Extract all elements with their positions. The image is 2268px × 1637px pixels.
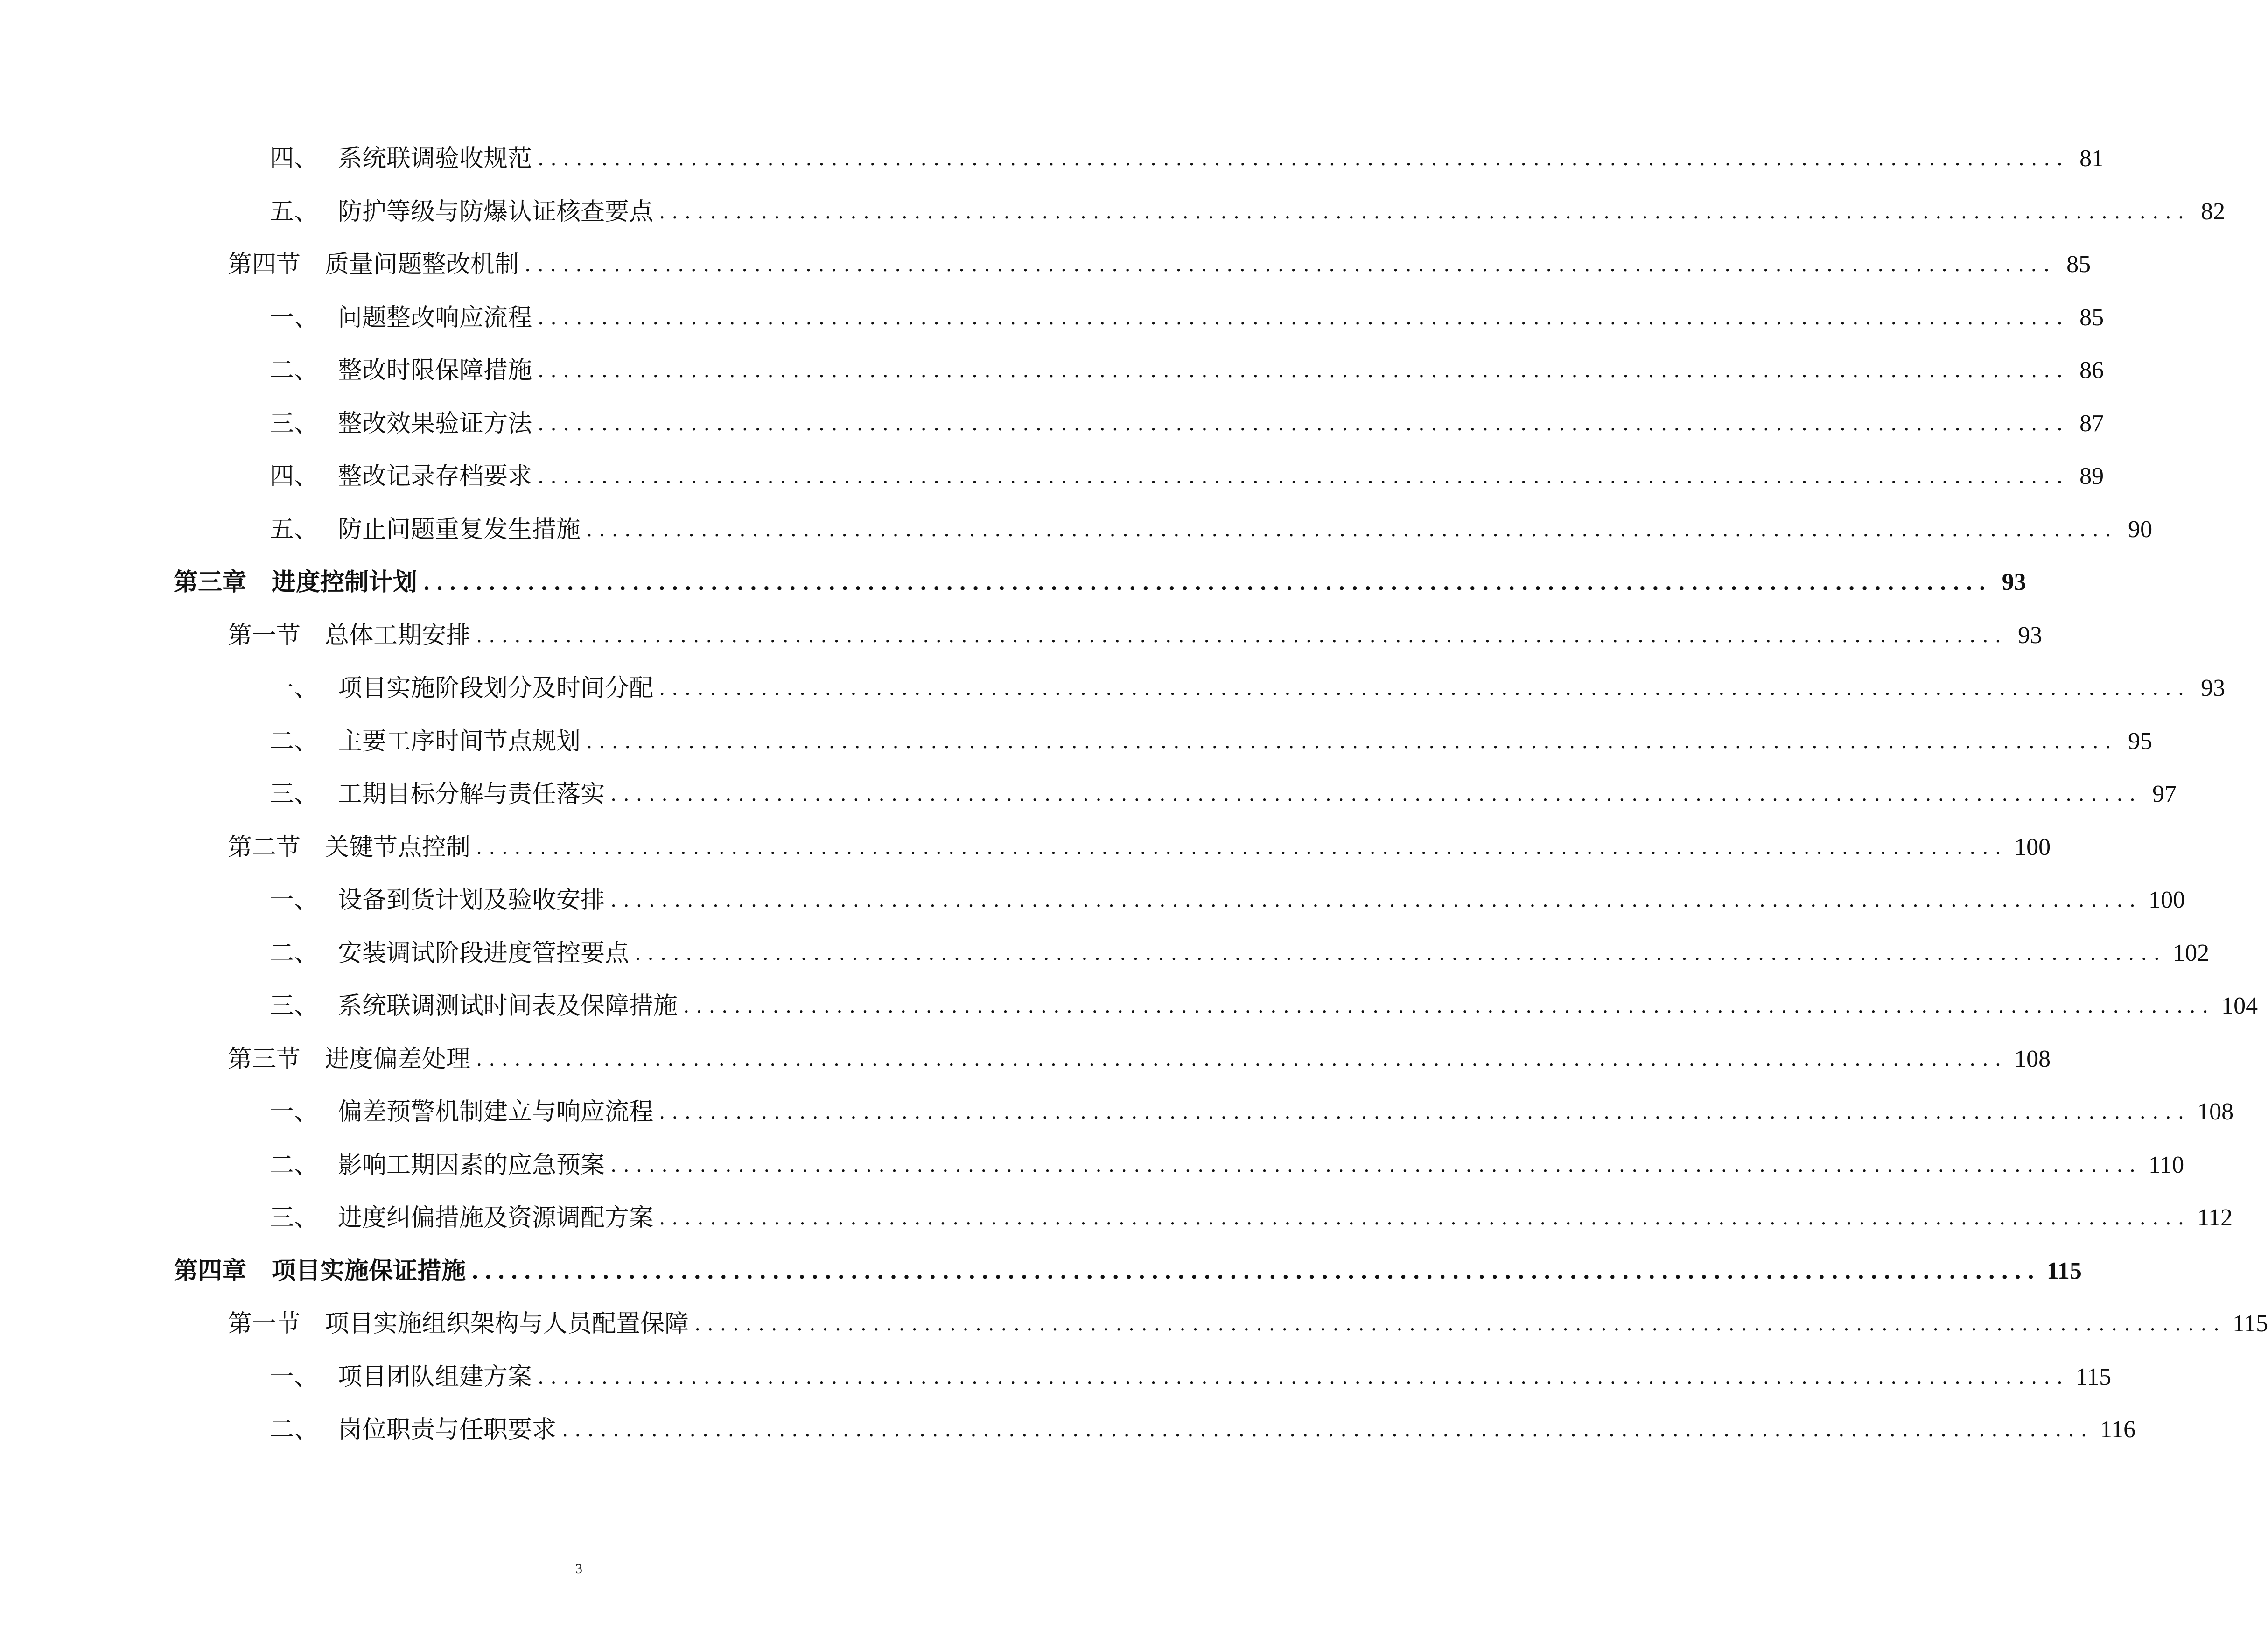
toc-entry-page: 82: [2201, 198, 2226, 225]
toc-entry-title: 偏差预警机制建立与响应流程: [338, 1098, 654, 1126]
toc-entry-title: 主要工序时间节点规划: [338, 728, 581, 756]
toc-entry-page: 115: [2233, 1310, 2268, 1337]
toc-entry-item[interactable]: [270, 1197, 2233, 1239]
toc-entry-number: 四、: [270, 462, 319, 490]
toc-entry-page: 112: [2197, 1204, 2233, 1231]
toc-dot-leader: ........................................................................................................................: [476, 836, 2008, 859]
toc-entry-page: 95: [2128, 728, 2153, 755]
toc-entry-number: 二、: [270, 1416, 319, 1444]
toc-entry-number: 第四节: [228, 251, 301, 279]
toc-entry-page: 108: [2014, 1046, 2051, 1072]
toc-dot-leader: ........................................................................................................................: [694, 1312, 2226, 1335]
toc-entry-number: 第二节: [228, 833, 301, 861]
toc-dot-leader: ........................................................................................................................: [538, 1365, 2070, 1388]
toc-entry-title: 影响工期因素的应急预案: [338, 1151, 605, 1179]
toc-entry-page: 81: [2079, 145, 2104, 172]
toc-entry-title: 项目实施组织架构与人员配置保障: [325, 1310, 689, 1338]
toc-dot-leader: ........................................................................................................................: [586, 730, 2118, 753]
toc-entry-title: 项目实施保证措施: [272, 1257, 466, 1285]
toc-entry-section[interactable]: [228, 1038, 2051, 1080]
toc-entry-item[interactable]: [270, 1144, 2184, 1186]
toc-entry-page: 85: [2079, 304, 2104, 331]
toc-dot-leader: ........................................................................................................................: [610, 783, 2142, 805]
toc-entry-number: 三、: [270, 992, 319, 1020]
toc-dot-leader: ........................................................................................................................: [659, 1206, 2191, 1229]
toc-entry-page: 102: [2173, 940, 2210, 966]
toc-dot-leader: ........................................................................................................................: [471, 1259, 2040, 1284]
toc-entry-page: 93: [2201, 675, 2226, 701]
toc-entry-page: 100: [2149, 887, 2185, 913]
toc-entry-item[interactable]: [270, 773, 2177, 815]
toc-entry-title: 项目实施阶段划分及时间分配: [338, 674, 654, 702]
toc-entry-title: 总体工期安排: [325, 622, 471, 650]
toc-entry-number: 三、: [270, 780, 319, 808]
toc-entry-item[interactable]: [270, 455, 2104, 497]
toc-entry-number: 五、: [270, 516, 319, 544]
toc-dot-leader: ........................................................................................................................: [659, 677, 2191, 700]
toc-entry-item[interactable]: [270, 297, 2104, 339]
toc-entry-number: 一、: [270, 674, 319, 702]
toc-dot-leader: ........................................................................................................................: [586, 518, 2118, 541]
toc-entry-title: 整改时限保障措施: [338, 357, 532, 385]
toc-entry-number: 第三节: [228, 1045, 301, 1073]
toc-entry-title: 整改记录存档要求: [338, 462, 532, 490]
toc-entry-number: 二、: [270, 939, 319, 967]
toc-dot-leader: ........................................................................................................................: [610, 1154, 2142, 1176]
toc-entry-title: 防止问题重复发生措施: [338, 516, 581, 544]
toc-entry-number: 一、: [270, 886, 319, 914]
toc-entry-title: 进度控制计划: [272, 568, 418, 596]
toc-entry-item[interactable]: [270, 350, 2104, 392]
toc-entry-number: 五、: [270, 198, 319, 226]
toc-dot-leader: ........................................................................................................................: [538, 412, 2070, 435]
toc-entry-page: 115: [2046, 1258, 2082, 1284]
toc-entry-page: 86: [2079, 357, 2104, 384]
toc-entry-page: 110: [2149, 1152, 2184, 1178]
toc-dot-leader: ........................................................................................................................: [423, 570, 1992, 595]
toc-entry-title: 问题整改响应流程: [338, 304, 532, 332]
toc-entry-title: 设备到货计划及验收安排: [338, 886, 605, 914]
toc-dot-leader: ........................................................................................................................: [610, 888, 2142, 911]
toc-entry-item[interactable]: [270, 509, 2153, 551]
toc-dot-leader: ........................................................................................................................: [538, 465, 2070, 488]
toc-entry-page: 89: [2079, 463, 2104, 490]
toc-entry-number: 第一节: [228, 1310, 301, 1338]
toc-entry-item[interactable]: [270, 721, 2153, 763]
toc-entry-page: 97: [2152, 781, 2177, 807]
toc-dot-leader: ........................................................................................................................: [538, 147, 2070, 170]
toc-entry-number: 四、: [270, 145, 319, 173]
toc-dot-leader: ........................................................................................................................: [635, 942, 2167, 965]
toc-entry-item[interactable]: [270, 138, 2104, 180]
toc-entry-item[interactable]: [270, 985, 2258, 1027]
toc-entry-number: 一、: [270, 1363, 319, 1391]
toc-entry-item[interactable]: [270, 667, 2226, 709]
toc-entry-page: 85: [2066, 251, 2091, 278]
toc-entry-number: 三、: [270, 1204, 319, 1232]
toc-entry-page: 100: [2014, 834, 2051, 860]
toc-entry-page: 87: [2079, 410, 2104, 437]
toc-entry-number: 第一节: [228, 622, 301, 650]
toc-dot-leader: ........................................................................................................................: [562, 1418, 2094, 1441]
toc-entry-number: 二、: [270, 728, 319, 756]
toc-entry-page: 90: [2128, 516, 2153, 543]
toc-dot-leader: ........................................................................................................................: [659, 1100, 2191, 1123]
toc-entry-title: 关键节点控制: [325, 833, 471, 861]
toc-entry-title: 项目团队组建方案: [338, 1363, 532, 1391]
toc-entry-number: 一、: [270, 1098, 319, 1126]
toc-entry-section[interactable]: [228, 615, 2043, 657]
toc-entry-title: 整改效果验证方法: [338, 410, 532, 438]
toc-entry-page: 93: [2002, 569, 2026, 595]
toc-entry-title: 防护等级与防爆认证核查要点: [338, 198, 654, 226]
toc-entry-page: 115: [2076, 1364, 2112, 1390]
toc-entry-page: 108: [2197, 1098, 2234, 1125]
toc-dot-leader: ........................................................................................................................: [659, 200, 2191, 223]
toc-entry-title: 工期目标分解与责任落实: [338, 780, 605, 808]
page-number: 3: [575, 1561, 582, 1576]
toc-entry-item[interactable]: [270, 932, 2210, 974]
toc-entry-page: 104: [2221, 993, 2258, 1019]
toc-entry-title: 进度偏差处理: [325, 1045, 471, 1073]
toc-dot-leader: ........................................................................................................................: [525, 253, 2057, 276]
toc-entry-title: 系统联调验收规范: [338, 145, 532, 173]
toc-entry-title: 质量问题整改机制: [325, 251, 519, 279]
toc-entry-chapter[interactable]: [174, 1250, 2082, 1292]
toc-entry-section[interactable]: [228, 244, 2091, 286]
toc-entry-title: 岗位职责与任职要求: [338, 1416, 557, 1444]
toc-dot-leader: ........................................................................................................................: [683, 994, 2215, 1017]
toc-entry-item[interactable]: [270, 879, 2185, 921]
toc-dot-leader: ........................................................................................................................: [476, 1048, 2008, 1070]
toc-dot-leader: ........................................................................................................................: [538, 306, 2070, 329]
toc-entry-section[interactable]: [228, 1303, 2268, 1345]
toc-entry-number: 第四章: [174, 1257, 247, 1285]
toc-entry-section[interactable]: [228, 826, 2051, 868]
toc-entry-number: 一、: [270, 304, 319, 332]
toc-dot-leader: ........................................................................................................................: [538, 359, 2070, 382]
toc-entry-title: 进度纠偏措施及资源调配方案: [338, 1204, 654, 1232]
toc-entry-title: 安装调试阶段进度管控要点: [338, 939, 630, 967]
toc-entry-item[interactable]: [270, 191, 2226, 233]
toc-entry-item[interactable]: [270, 403, 2104, 445]
toc-entry-number: 第三章: [174, 568, 247, 596]
toc-entry-chapter[interactable]: [174, 561, 2026, 603]
toc-entry-item[interactable]: [270, 1409, 2136, 1451]
toc-entry-number: 三、: [270, 410, 319, 438]
toc-entry-number: 二、: [270, 357, 319, 385]
toc-entry-title: 系统联调测试时间表及保障措施: [338, 992, 678, 1020]
toc-dot-leader: ........................................................................................................................: [476, 624, 2008, 647]
toc-entry-item[interactable]: [270, 1091, 2234, 1133]
toc-entry-page: 116: [2100, 1416, 2136, 1443]
toc-entry-item[interactable]: [270, 1356, 2112, 1398]
toc-entry-number: 二、: [270, 1151, 319, 1179]
toc-entry-page: 93: [2018, 622, 2043, 649]
